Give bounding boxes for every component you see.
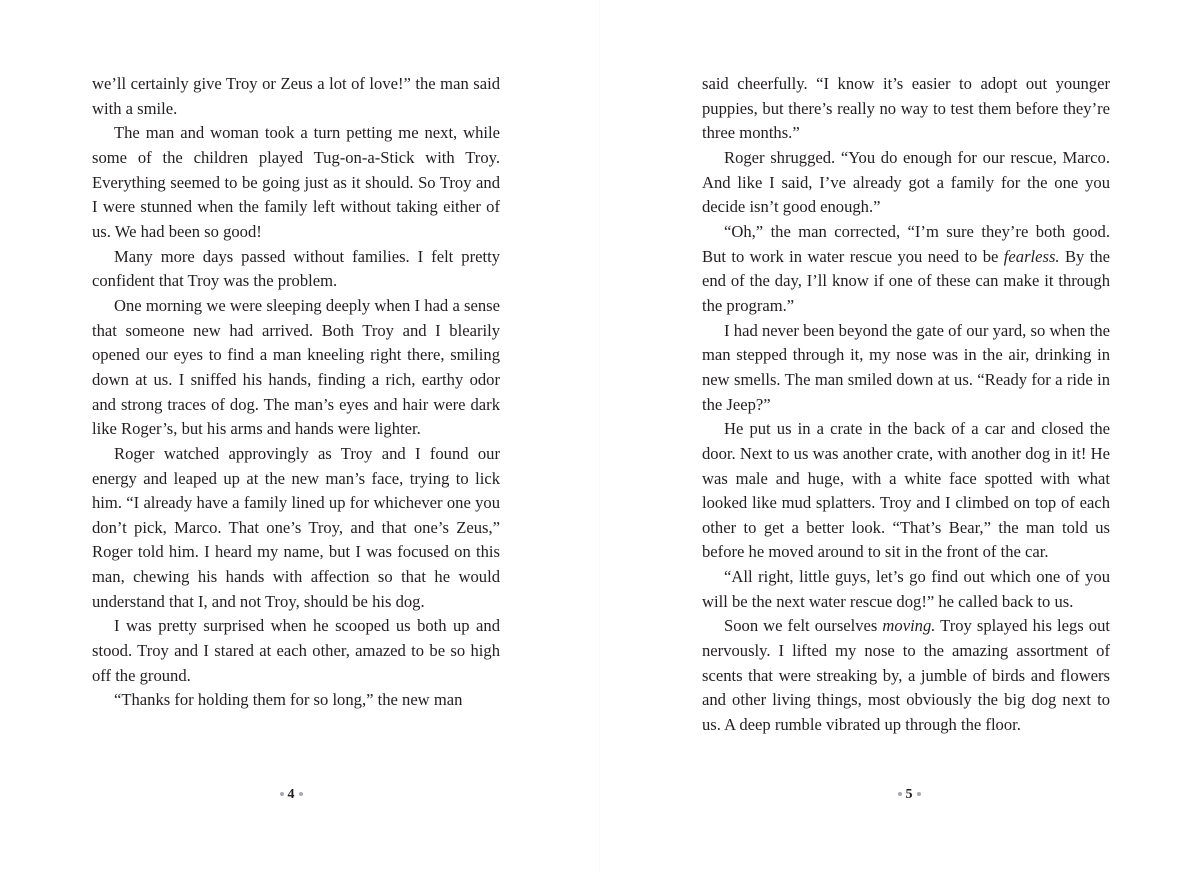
page-number (231, 787, 351, 803)
folio-dot-icon (299, 792, 303, 796)
paragraph: we’ll certainly give Troy or Zeus a lot of love!” the man said with a smile. (92, 74, 500, 118)
paragraph: One morning we were sleeping deeply when I had a sense that someone new had arrived. Both Troy and I blearily opened our eyes to find a man kneeling right there, smiling down at us. I sniffed his hands, finding a rich, earthy odor and strong traces of dog. The man’s eyes and hair were dark like Roger’s, but his arms and hands were lighter. (92, 295, 500, 439)
paragraph: Roger shrugged. “You do enough for our rescue, Marco. And like I said, I’ve already got a family for the one you decide isn’t good enough.” (702, 147, 1110, 217)
paragraph: Many more days passed without families. I felt pretty confident that Troy was the problem. (92, 246, 500, 291)
folio-dot-icon (917, 792, 921, 796)
paragraph: “Thanks for holding them for so long,” the new man (114, 690, 463, 710)
paragraph: The man and woman took a turn petting me next, while some of the children played Tug-on-a-Stick with Troy. Everything seemed to be going just as it should. So Troy and I were stunned when the family left without taking either of us. We had been so good! (92, 123, 500, 241)
right-page-text (702, 72, 1110, 738)
emphasis-text: fearless. (1003, 246, 1060, 266)
paragraph: Roger watched approvingly as Troy and I found our energy and leaped up at the new man’s face, trying to lick him. “I already have a family lined up for whichever one you don’t pick, Marco. That one’s Troy, and that one’s Zeus,” Roger told him. I heard my name, but I was focused on this man, chewing his hands with affection so that he would understand that I, and not Troy, should be his dog. (92, 443, 500, 611)
paragraph-text: By the end of the day, I’ll know if one of these can make it through the program.” (702, 246, 1110, 315)
paragraph-text: “Oh,” the man corrected, “I’m sure they’re both good. But to work in water rescue you need to be (702, 221, 1110, 266)
folio-dot-icon (280, 792, 284, 796)
left-page-text (92, 72, 500, 713)
paragraph (702, 220, 1110, 319)
paragraph-text: Soon we felt ourselves (724, 616, 883, 636)
paragraph: “All right, little guys, let’s go find out which one of you will be the next water rescue dog!” he called back to us. (702, 567, 1110, 611)
right-page (600, 0, 1200, 872)
folio-dot-icon (898, 792, 902, 796)
page-number (849, 787, 969, 803)
emphasis-text: moving. (882, 616, 936, 636)
paragraph (702, 614, 1110, 737)
paragraph-text: Troy splayed his legs out nervously. I lifted my nose to the amazing assortment of scents that were streaking by, a jumble of birds and flowers and other living things, most obviously the big dog next to us. A deep rumble vibrated up through the floor. (702, 616, 1110, 735)
paragraph: He put us in a crate in the back of a car and closed the door. Next to us was another crate, with another dog in it! He was male and huge, with a white face spotted with what looked like mud splatters. Troy and I climbed on top of each other to get a better look. “That’s Bear,” the man told us before he moved around to sit in the front of the car. (702, 419, 1110, 562)
page-number-value: 5 (905, 787, 913, 802)
paragraph: I was pretty surprised when he scooped us both up and stood. Troy and I stared at each other, amazed to be so high off the ground. (92, 616, 500, 685)
paragraph: I had never been beyond the gate of our yard, so when the man stepped through it, my nose was in the air, drinking in new smells. The man smiled down at us. “Ready for a ride in the Jeep?” (702, 320, 1110, 414)
page-number-value: 4 (287, 787, 295, 802)
paragraph: said cheerfully. “I know it’s easier to adopt out younger puppies, but there’s really no way to test them before they’re three months.” (702, 74, 1110, 143)
